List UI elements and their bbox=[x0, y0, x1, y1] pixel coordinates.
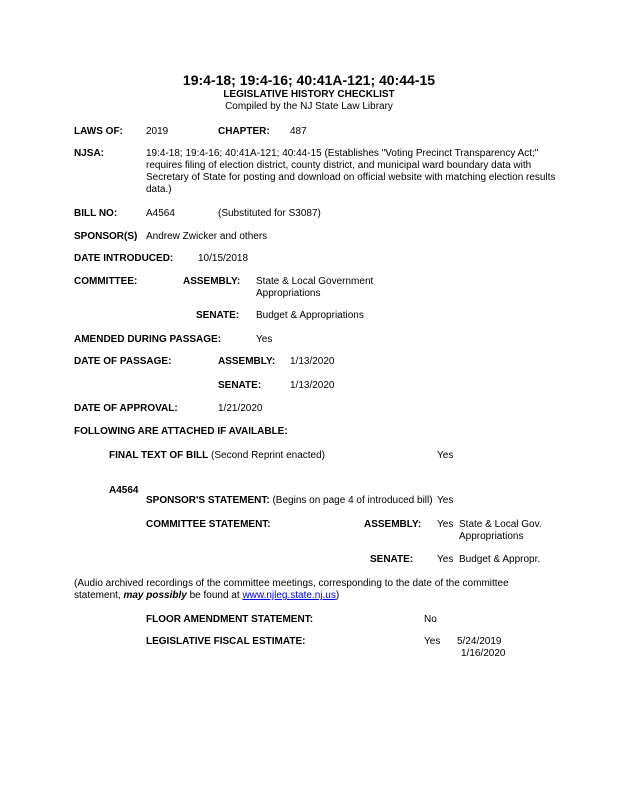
sponsor-label: SPONSOR(S) bbox=[74, 231, 138, 242]
cs-assembly-label: ASSEMBLY: bbox=[364, 519, 422, 530]
njleg-link[interactable]: www.njleg.state.nj.us bbox=[242, 590, 336, 601]
passage-senate-value: 1/13/2020 bbox=[290, 380, 335, 391]
committee-senate-label: SENATE: bbox=[196, 310, 240, 321]
chapter-value: 487 bbox=[290, 126, 307, 137]
fiscal-estimate-date: 5/24/2019 bbox=[457, 636, 502, 647]
audio-note-emphasis: may possibly bbox=[123, 590, 187, 601]
a4564-label: A4564 bbox=[109, 485, 139, 496]
njsa-line: 19:4-18; 19:4-16; 40:41A-121; 40:44-15 (Establishes "Voting Precinct Transparency Act;" bbox=[146, 148, 539, 159]
checklist-heading: LEGISLATIVE HISTORY CHECKLIST bbox=[223, 89, 395, 100]
cs-senate-value: Yes bbox=[437, 554, 454, 565]
final-text-note: (Second Reprint enacted) bbox=[211, 450, 326, 461]
audio-note-text: be found at bbox=[186, 590, 243, 601]
njsa-line: requires filing of election district, county district, and municipal ward boundary data with bbox=[146, 160, 532, 171]
sponsor-statement-label: SPONSOR'S STATEMENT: bbox=[146, 495, 270, 506]
passage-senate-label: SENATE: bbox=[218, 380, 262, 391]
final-text-value: Yes bbox=[437, 450, 454, 461]
date-of-passage-label: DATE OF PASSAGE: bbox=[74, 356, 172, 367]
attached-heading: FOLLOWING ARE ATTACHED IF AVAILABLE: bbox=[74, 426, 288, 437]
compiled-by: Compiled by the NJ State Law Library bbox=[225, 101, 393, 112]
passage-assembly-value: 1/13/2020 bbox=[290, 356, 335, 367]
floor-amendment-label: FLOOR AMENDMENT STATEMENT: bbox=[146, 614, 314, 625]
floor-amendment-value: No bbox=[424, 614, 437, 625]
sponsor-statement-value: Yes bbox=[437, 495, 454, 506]
njsa-label: NJSA: bbox=[74, 148, 105, 159]
audio-note-text: ) bbox=[335, 590, 340, 601]
date-of-approval-value: 1/21/2020 bbox=[218, 403, 263, 414]
cs-assembly-value: Yes bbox=[437, 519, 454, 530]
bill-no-value: A4564 bbox=[146, 208, 175, 219]
sponsor-statement-note: (Begins on page 4 of introduced bill) bbox=[272, 495, 433, 506]
laws-of-value: 2019 bbox=[146, 126, 169, 137]
amended-label: AMENDED DURING PASSAGE: bbox=[74, 334, 222, 345]
committee-assembly-value: Appropriations bbox=[256, 288, 321, 299]
committee-assembly-label: ASSEMBLY: bbox=[183, 276, 241, 287]
fiscal-estimate-label: LEGISLATIVE FISCAL ESTIMATE: bbox=[146, 636, 306, 647]
laws-of-label: LAWS OF: bbox=[74, 126, 123, 137]
committee-senate-value: Budget & Appropriations bbox=[256, 310, 364, 321]
passage-assembly-label: ASSEMBLY: bbox=[218, 356, 276, 367]
njsa-line: data.) bbox=[146, 184, 172, 195]
committee-statement-label: COMMITTEE STATEMENT: bbox=[146, 519, 271, 530]
fiscal-estimate-value: Yes bbox=[424, 636, 441, 647]
cs-senate-detail: Budget & Appropr. bbox=[459, 554, 541, 565]
final-text-row bbox=[109, 450, 325, 462]
cs-assembly-detail: Appropriations bbox=[459, 531, 524, 542]
sponsor-statement-row bbox=[146, 495, 433, 507]
date-of-approval-label: DATE OF APPROVAL: bbox=[74, 403, 178, 414]
fiscal-estimate-date: 1/16/2020 bbox=[461, 648, 506, 659]
cs-assembly-detail: State & Local Gov. bbox=[459, 519, 542, 530]
njsa-line: Secretary of State for posting and download on official website with matching election results bbox=[146, 172, 556, 183]
date-introduced-value: 10/15/2018 bbox=[198, 253, 249, 264]
bill-substituted-note: (Substituted for S3087) bbox=[218, 208, 321, 219]
bill-no-label: BILL NO: bbox=[74, 208, 118, 219]
date-introduced-label: DATE INTRODUCED: bbox=[74, 253, 174, 264]
sponsor-value: Andrew Zwicker and others bbox=[146, 231, 268, 242]
page-title: 19:4-18; 19:4-16; 40:41A-121; 40:44-15 bbox=[182, 72, 436, 88]
audio-note-line: (Audio archived recordings of the committee meetings, corresponding to the date of the committee bbox=[74, 578, 509, 589]
audio-note-line bbox=[74, 590, 339, 602]
audio-note-text: statement, bbox=[74, 590, 124, 601]
amended-value: Yes bbox=[256, 334, 273, 345]
committee-assembly-value: State & Local Government bbox=[256, 276, 374, 287]
chapter-label: CHAPTER: bbox=[218, 126, 270, 137]
final-text-label: FINAL TEXT OF BILL bbox=[109, 450, 209, 461]
committee-label: COMMITTEE: bbox=[74, 276, 138, 287]
cs-senate-label: SENATE: bbox=[370, 554, 414, 565]
